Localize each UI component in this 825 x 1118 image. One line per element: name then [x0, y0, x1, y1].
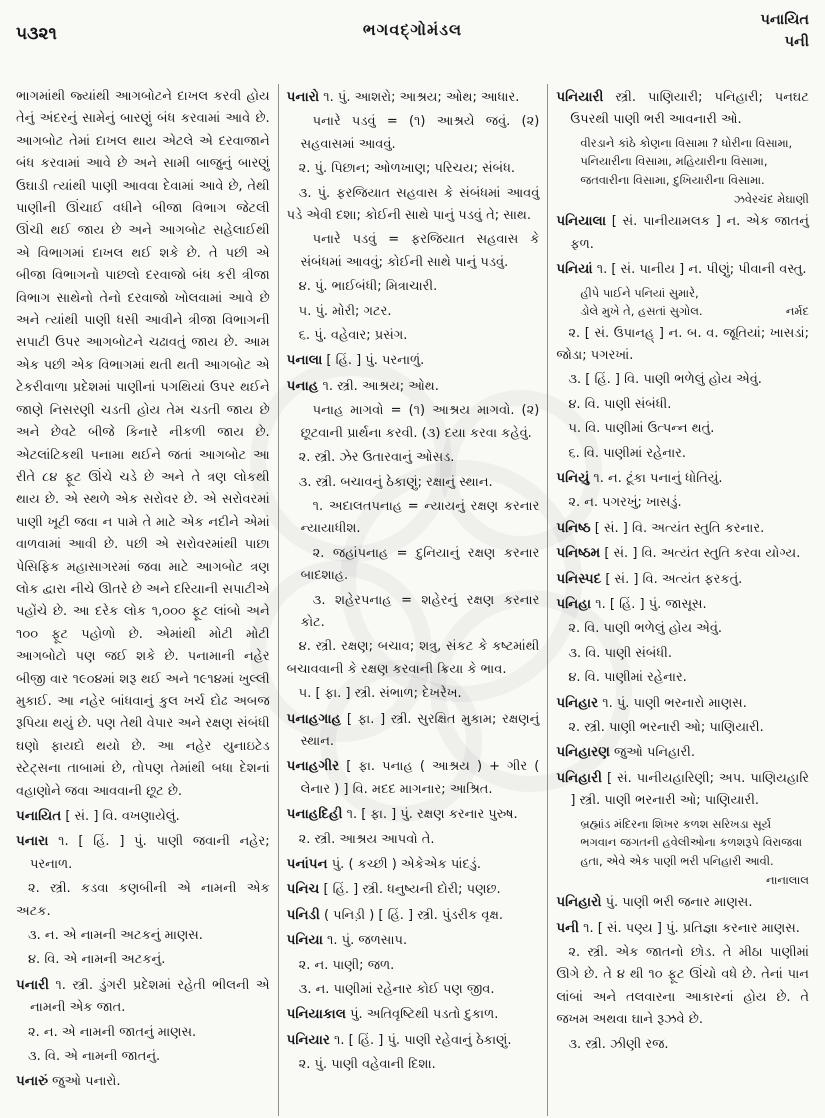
dictionary-entry: પનિયાકાલ પું. અતિવૃષ્ટિથી પડતો દુકાળ.	[286, 1006, 499, 1023]
headword: પનાહદિહી	[286, 806, 343, 823]
headword: પનિયું	[556, 469, 590, 486]
verse-line: ભગવાન જગતની હવેલીઓના કળશરૂપે વિરાજવા	[580, 835, 803, 850]
dictionary-entry: પનિસ્પદ [ સં. ] વિ. અત્યંત ફરકતું.	[556, 570, 743, 587]
verse-line: હીપે પાઈને પનિયાં સુમારે,	[580, 285, 699, 300]
headword: પનારી	[16, 976, 49, 993]
dictionary-entry: પનિહાર ૧. પું. પાણી ભરનારો માણસ.	[556, 694, 747, 711]
text-line: ૫. પું. મોરી; ગટર.	[298, 303, 392, 319]
page-header	[16, 10, 809, 74]
headword: પનાંપન	[286, 856, 328, 872]
text-line: નાનાલાલ	[766, 873, 809, 888]
text-line: ભાગમાંથી જ્યાંથી આગબોટને દાખલ કરવી હોય તેનું અંદરનું સામેનું બારણું બંધ કરવામાં આવે છે. આગબોટ તેમાં દાખલ થાય એટલે એ દરવાજાને બંધ કરવામાં આવે છે અને સામી બાજુનું બારણું ઉઘાડી ત્યાંથી પાણી આવવા દેવામાં આવે છે, તેથી પાણીની ઊંચાઈ વધીને બીજા વિભાગ જેટલી ઊંચી થઈ જાય છે અને આગબોટ સહેલાઈથી એ વિભાગમાં દાખલ થઈ શકે છે. તે પછી એ બીજા વિભાગનો પાછલો દરવાજો બંધ કરી ત્રીજા વિભાગ સાથેનો તેનો દરવાજો ખોલવામાં આવે છે અને ત્યાંથી પાણી ધસી આવીને ત્રીજા વિભાગની સપાટી ઉપર આગબોટને ચઢાવતું જાય છે. આમ એક પછી એક વિભાગમાં થતી થતી આગબોટ એ ટેકરીવાળા પ્રદેશમાં પાણીનાં પગથિયાં ઉપર થઈને જાણે નિસરણી ચડતી હોય તેમ ચડતી જાય છે અને છેવટે બીજે કિનારે નીકળી જાય છે. એટલાંટિકથી પનામા થઈને જતાં આગબોટ આ રીતે ૮૪ ફૂટ ઊંચે ચડે છે અને તે ત્રણ લોકથી થાય છે. એ સ્થળે એક સરોવર છે. એ સરોવરમાં પાણી ખૂટી જવા ન પામે તે માટે એક નદીને એમાં વાળવામાં આવી છે. પછી એ સરોવરમાંથી પાછા પેસિફિક મહાસાગરમાં જવા માટે આગબોટ ત્રણ લોક દ્વારા નીચે ઊતરે છે અને દરિયાની સપાટીએ પહોંચે છે. આ દરેક લોક ૧,૦૦૦ ફૂટ લાંબો અને ૧૦૦ ફૂટ પહોળો છે. એમાંથી મોટી મોટી આગબોટો પણ જઈ શકે છે. પનામાની નહેર બીજી વાર ૧૯૦૪માં શરૂ થઈ અને ૧૯૧૪માં ખુલ્લી મુકાઈ. આ નહેર બાંધવાનું કુલ ખર્ચ દોઢ અબજ રૂપિયા થયું છે. પણ તેથી વેપાર અને રક્ષણ સંબંધી ઘણો ફાયદો થયો છે. આ નહેર યુનાઇટેડ સ્ટેટ્સના તાબામાં છે, તોપણ તેમાંથી બધા દેશનાં વહાણોને જવા આવવાની છૂટ છે.	[16, 89, 270, 799]
verse-line: વીરડાને કાંઠે કોણના વિસામા ? ધોરીના વિસામા,	[580, 135, 793, 150]
text-line: ૩. શહેરપનાહ = શહેરનું રક્ષણ કરનાર કોટ.	[300, 592, 540, 630]
dictionary-entry: પની ૧. [ સં. પણ્ય ] પું. પ્રતિજ્ઞા કરનાર માણસ.	[556, 919, 800, 936]
verse-line: નર્મદ ડોલે મુખે તે, હસતાં સુગોલ.	[580, 302, 809, 321]
headword: પનિહારો	[556, 894, 602, 911]
dictionary-entry: પનારું જુઓ પનારો.	[16, 1073, 121, 1090]
guide-word-first: પનાયિત	[760, 12, 809, 28]
text-line: ૧. અદાલતપનાહ = ન્યાયનું રક્ષણ કરનાર ન્યાયાધીશ.	[300, 498, 540, 537]
headword: પનિયાં	[556, 261, 593, 278]
headword: પનિહારણ	[556, 744, 610, 761]
text-line: ૪. સ્ત્રી. રક્ષણ; બચાવ; શત્રુ, સંકટ કે કષ્ટમાંથી બચાવવાની કે રક્ષણ કરવાની ક્રિયા કે ભાવ.	[286, 639, 540, 677]
headword: પનિયાલા	[556, 213, 607, 230]
text-line: ૨. ન. એ નામની જાતનું માણસ.	[28, 1024, 197, 1040]
text-line: ૨. સ્ત્રી. ઝેર ઉતારવાનું ઓસડ.	[298, 450, 455, 466]
headword: પનિહાર	[556, 694, 599, 711]
verse-attribution: નર્મદ	[785, 304, 809, 319]
dictionary-entry: પનાલા [ હિં. ] પું. પરનાળું.	[286, 352, 425, 369]
verse-line: બ્રહ્માંડ મંદિરના શિખર કળશ સરિખડા સૂર્ય	[580, 816, 772, 831]
verse-line: હતા, એવે એક પાણી ભરી પનિહારી આવી.	[580, 853, 774, 868]
headword: પનારું	[16, 1073, 49, 1090]
dictionary-entry: પનાહદિહી ૧. [ ફા. ] પું. રક્ષણ કરનાર પુરુષ.	[286, 806, 518, 823]
headword: પનિડી	[286, 906, 320, 923]
dictionary-entry: પનિષ્ઠ [ સં. ] વિ. અત્યંત સ્તુતિ કરનાર.	[556, 519, 765, 536]
text-line: ૩. વિ. એ નામની જાતનું.	[28, 1049, 161, 1065]
text-line: ૫. વિ. પાણીમાં ઉત્પન્ન થતું.	[568, 421, 715, 437]
headword: પનિષ્ઠ	[556, 519, 591, 536]
dictionary-entry: પનિયાલા [ સં. પાનીયામલક ] ન. એક જાતનું ફળ.	[556, 213, 809, 252]
text-line: ૩. સ્ત્રી. બચાવનું ઠેકાણું; રક્ષાનું સ્થાન.	[298, 474, 493, 490]
dictionary-entry: પનાંપન પું. ( કચ્છી ) એકેએક પાંદડું.	[286, 856, 481, 872]
text-line: ૩. સ્ત્રી. ઝીણી રજ.	[568, 1036, 669, 1052]
dictionary-entry: પનિયાં ૧. [ સં. પાનીય ] ન. પીણું; પીવાની વસ્તુ.	[556, 261, 807, 278]
dictionary-entry: પનિચ [ હિં. ] સ્ત્રી. ધનુષ્યની દોરી; પણછ.	[286, 881, 501, 898]
text-line: ૬. વિ. પાણીમાં રહેનાર.	[568, 445, 687, 461]
text-line: ૪. વિ. પાણીમાં રહેનાર.	[568, 670, 687, 686]
dictionary-entry: પનાયિત [ સં. ] વિ. વખણાયેલું.	[16, 808, 180, 824]
dictionary-entry: પનિયારી સ્ત્રી. પાણિયારી; પનિહારી; પનઘટ ઉપરથી પાણી ભરી આવનારી ઓ.	[556, 89, 809, 128]
headword: પનિહા	[556, 596, 592, 612]
column-3	[547, 84, 817, 1116]
text-line: ઝવેરચંદ મેઘાણી	[733, 192, 809, 207]
headword: પનારા	[16, 833, 49, 850]
text-line: ૩. વિ. પાણી સંબંધી.	[568, 645, 672, 661]
text-line: ૨. પું. પિછાન; ઓળખાણ; પરિચય; સંબંધ.	[298, 161, 516, 177]
headword: પનારો	[286, 89, 320, 105]
column-2	[278, 84, 548, 1116]
text-line: ૩. [ હિં. ] વિ. પાણી ભળેલું હોય એવું.	[568, 372, 762, 388]
text-line: ૩. પું. ફરજિયાત સહવાસ કે સંબંધમાં આવવું પડે એવી દશા; કોઈની સાથે પાનું પડવું તે; સાથ.	[286, 185, 540, 224]
citation-verse	[556, 134, 809, 190]
text-line: ૨. સ્ત્રી. આશ્રય આપવો તે.	[298, 831, 435, 847]
dictionary-entry: પનિયા ૧. પું. જળસાપ.	[286, 932, 408, 949]
headword: પનાલા	[286, 352, 323, 369]
text-line: ૪. પું. ભાઈબંધી; મિત્રાચારી.	[298, 279, 438, 295]
page-number: ૫૩૨૧	[16, 24, 57, 44]
text-line: ૬. પું. વહેવાર; પ્રસંગ.	[298, 328, 408, 344]
headword: પનાહગાહ	[286, 710, 342, 727]
headword: પનિયા	[286, 932, 323, 949]
dictionary-entry: પનિહારણ જુઓ પનિહારી.	[556, 744, 696, 761]
dictionary-entry: પનિડી ( પનિડ઼ી ) [ હિં. ] સ્ત્રી. પુંડરીક વૃક્ષ.	[286, 906, 504, 923]
headword: પનિયાર	[286, 1031, 330, 1048]
dictionary-entry: પનિયું ૧. ન. ટૂંકા પનાનું ધોતિયું.	[556, 469, 723, 486]
text-line: ૨. સ્ત્રી. કડવા કણબીની એ નામની એક અટક.	[16, 881, 270, 919]
guide-word-last: પની	[784, 33, 809, 50]
text-line: ૨. સ્ત્રી. પાણી ભરનારી ઓ; પાણિયારી.	[568, 720, 764, 736]
headword: પનાહ	[286, 377, 319, 394]
text-line: પનારે પડવું = (૧) આશ્રયે જવું. (૨) સહવાસમાં આવવું.	[300, 114, 540, 152]
headword: પનિષ્ઠમ	[556, 545, 601, 562]
headword: પનિહારી	[556, 769, 602, 786]
dictionary-entry: પનિષ્ઠમ [ સં. ] વિ. અત્યંત સ્તુતિ કરવા યોગ્ય.	[556, 545, 801, 562]
headword: પનિયાકાલ	[286, 1006, 346, 1023]
headword: પનિયારી	[556, 89, 604, 105]
text-line: ૨. વિ. પાણી ભળેલું હોય એવું.	[568, 621, 723, 637]
verse-line: પનિયારીના વિસામા, મહિયારીના વિસામા,	[580, 154, 768, 169]
text-line: ૪. વિ. એ નામની અટકનું.	[28, 952, 166, 968]
citation-verse	[556, 284, 809, 321]
guide-words	[760, 10, 809, 54]
text-line: ૨. [ સં. ઉપાનહ્ ] ન. બ. વ. જૂતિયાં; ખાસડાં; જોડા; પગરખાં.	[556, 325, 809, 363]
text-line: ૩. ન. એ નામની અટકનું માણસ.	[28, 928, 203, 944]
text-line: ૨. ન. પગરખું; ખાસડું.	[568, 495, 682, 511]
text-line: ૨. પું. પાણી વહેવાની દિશા.	[298, 1057, 436, 1073]
text-line: ૨. જહાંપનાહ = દુનિયાનું રક્ષણ કરનાર બાદશાહ.	[300, 545, 540, 584]
page-title: ભગવદ્ગોમંડલ	[362, 20, 463, 39]
text-line: ૪. વિ. પાણી સંબંધી.	[568, 396, 672, 412]
headword: પનિસ્પદ	[556, 570, 602, 587]
headword: પનાહગીર	[286, 758, 340, 775]
text-line: ૩. ન. પાણીમાં રહેનાર કોઈ પણ જીવ.	[298, 982, 495, 998]
headword: પની	[556, 919, 580, 936]
text-line: ૫. [ ફા. ] સ્ત્રી. સંભાળ; દેખરેખ.	[298, 686, 462, 702]
text-line: પનાહ માગવો = (૧) આશ્રય માગવો. (૨) છૂટવાની પ્રાર્થના કરવી. (૩) દયા કરવા કહેવું.	[300, 403, 540, 441]
citation-verse	[556, 815, 809, 871]
column-1	[8, 84, 278, 1116]
dictionary-entry: પનિહારો પું. પાણી ભરી જનાર માણસ.	[556, 894, 753, 911]
dictionary-entry: પનિહા ૧. [ હિં. ] પું. જાસૂસ.	[556, 596, 707, 612]
dictionary-entry: પનાહગીર [ ફા. પનાહ ( આશ્રય ) + ગીર ( લેનાર ) ] વિ. મદદ માગનાર; આશ્રિત.	[286, 758, 540, 797]
dictionary-entry: પનાહગાહ [ ફા. ] સ્ત્રી. સુરક્ષિત મુકામ; રક્ષણનું સ્થાન.	[286, 710, 540, 749]
dictionary-entry: પનિયાર ૧. [ હિં. ] પું. પાણી રહેવાનું ઠેકાણું.	[286, 1031, 512, 1048]
dictionary-entry: પનારા ૧. [ હિં. ] પું. પાણી જવાની નહેર; પરનાળ.	[16, 833, 270, 872]
headword: પનાયિત	[16, 808, 62, 824]
text-line: ૨. ન. પાણી; જળ.	[298, 957, 395, 973]
verse-line: જતવારીના વિસામા, દુખિયારીના વિસામા.	[580, 172, 765, 187]
dictionary-content	[8, 84, 817, 1116]
headword: પનિચ	[286, 881, 320, 898]
text-line: ૨. સ્ત્રી. એક જાતનો છોડ. તે મીઠા પાણીમાં ઊગે છે. તે ૪ થી ૧૦ ફૂટ ઊંચો વધે છે. તેનાં પાન લાંબાં અને તલવારના આકારનાં હોય છે. તે જખમ અથવા ઘાને રૂઝવે છે.	[556, 944, 809, 1028]
dictionary-entry: પનારો ૧. પું. આશરો; આશ્રય; ઓથ; આધાર.	[286, 89, 520, 105]
dictionary-entry: પનાહ ૧. સ્ત્રી. આશ્રય; ઓથ.	[286, 377, 439, 394]
text-line: પનારે પડવું = ફરજિયાત સહવાસ કે સંબંધમાં આવવું; કોઈની સાથે પાનું પડવું.	[300, 232, 540, 270]
dictionary-entry: પનિહારી [ સં. પાનીયહારિણી; અપ. પાણિયહારિ ] સ્ત્રી. પાણી ભરનારી ઓ; પાણિયારી.	[556, 769, 809, 809]
dictionary-entry: પનારી ૧. સ્ત્રી. ડુંગરી પ્રદેશમાં રહેતી ભીલની એ નામની એક જાત.	[16, 976, 270, 1016]
